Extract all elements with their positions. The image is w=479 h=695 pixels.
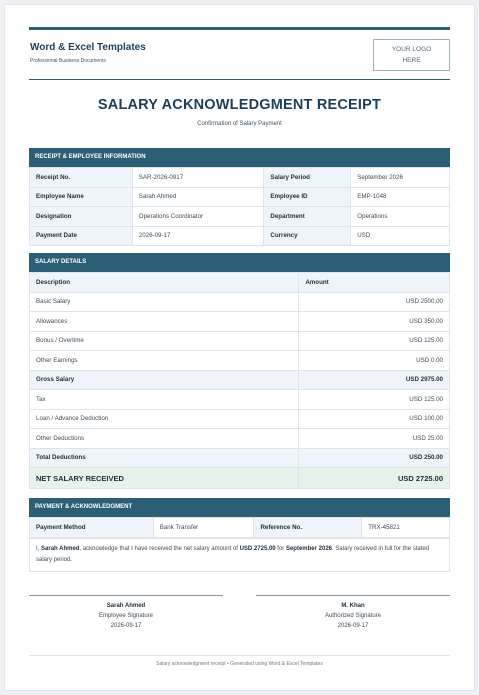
department-label: Department [264, 207, 351, 227]
gross-salary-label: Gross Salary [30, 370, 299, 390]
salary-item-label: Allowances [30, 312, 299, 332]
salary-period-label: Salary Period [264, 168, 351, 188]
total-deductions-label: Total Deductions [30, 448, 299, 468]
payment-method-label: Payment Method [30, 518, 154, 538]
salary-item-label: Basic Salary [30, 292, 299, 312]
payment-date-value: 2026-09-17 [132, 226, 264, 246]
table-row [30, 168, 450, 188]
salary-period-value: September 2026 [351, 168, 450, 188]
salary-item-label: Other Earnings [30, 351, 299, 371]
table-row [30, 187, 450, 207]
info-section-header: RECEIPT & EMPLOYEE INFORMATION [29, 148, 450, 167]
designation-value: Operations Coordinator [132, 207, 264, 227]
gross-salary-row [30, 370, 450, 390]
employee-id-label: Employee ID [264, 187, 351, 207]
signature-line [256, 595, 450, 596]
amount-column-header: Amount [299, 273, 450, 293]
payment-table [29, 517, 450, 538]
employee-name-value: Sarah Ahmed [132, 187, 264, 207]
net-salary-amount: USD 2725.00 [299, 468, 450, 489]
total-deductions-amount: USD 250.00 [299, 448, 450, 468]
salary-item-amount: USD 25.00 [299, 429, 450, 449]
authorized-signature-block [256, 595, 450, 631]
payment-date-label: Payment Date [30, 226, 133, 246]
employee-signature-block [29, 595, 223, 631]
table-row [30, 518, 450, 538]
footer-divider [29, 655, 450, 656]
designation-label: Designation [30, 207, 133, 227]
document-title: SALARY ACKNOWLEDGMENT RECEIPT [97, 97, 382, 113]
ack-text-part: . Salary received in full for the stated salary period. [36, 546, 430, 563]
gross-salary-amount: USD 2975.00 [299, 370, 450, 390]
net-salary-row [30, 468, 450, 489]
employee-name-label: Employee Name [30, 187, 133, 207]
salary-item-label: Bonus / Overtime [30, 331, 299, 351]
employee-signature-name: Sarah Ahmed [106, 603, 146, 609]
salary-item-label: Other Deductions [30, 429, 299, 449]
ack-text-part: I, [36, 546, 42, 552]
footer-text: Salary acknowledgment receipt • Generated using Word & Excel Templates [156, 661, 323, 667]
table-row [30, 331, 450, 351]
authorized-signature-role: Authorized Signature [324, 613, 382, 619]
ack-period: September 2026 [285, 546, 332, 552]
signature-line [29, 595, 223, 596]
reference-no-value: TRX-45821 [362, 518, 450, 538]
brand-subtitle: Professional Business Documents [30, 58, 106, 64]
salary-item-amount: USD 125.00 [299, 331, 450, 351]
salary-item-amount: USD 125.00 [299, 390, 450, 410]
salary-item-label: Loan / Advance Deduction [30, 409, 299, 429]
table-row [30, 226, 450, 246]
salary-item-amount: USD 100.00 [299, 409, 450, 429]
salary-item-amount: USD 0.00 [299, 351, 450, 371]
ack-text-part: for [275, 546, 286, 552]
salary-table [29, 272, 450, 489]
ack-text-part: , acknowledge that I have received the net salary amount of [79, 546, 240, 552]
currency-label: Currency [264, 226, 351, 246]
header-divider [29, 79, 450, 80]
acknowledgment-statement [29, 538, 450, 572]
authorized-signature-date: 2026-09-17 [337, 623, 369, 629]
payment-section-header: PAYMENT & ACKNOWLEDGMENT [29, 498, 450, 517]
net-salary-label: NET SALARY RECEIVED [30, 468, 299, 489]
reference-no-label: Reference No. [254, 518, 362, 538]
salary-item-label: Tax [30, 390, 299, 410]
logo-placeholder: YOUR LOGO HERE [373, 39, 450, 71]
salary-section-header: SALARY DETAILS [29, 253, 450, 272]
table-row [30, 312, 450, 332]
receipt-no-label: Receipt No. [30, 168, 133, 188]
payment-method-value: Bank Transfer [153, 518, 254, 538]
employee-id-value: EMP-1048 [351, 187, 450, 207]
brand-title: Word & Excel Templates [30, 42, 146, 53]
table-row [30, 207, 450, 227]
table-row [30, 390, 450, 410]
currency-value: USD [351, 226, 450, 246]
top-accent-bar [29, 27, 450, 30]
department-value: Operations [351, 207, 450, 227]
table-row [30, 429, 450, 449]
total-deductions-row [30, 448, 450, 468]
table-row [30, 351, 450, 371]
table-row [30, 292, 450, 312]
salary-item-amount: USD 350.00 [299, 312, 450, 332]
document-subtitle: Confirmation of Salary Payment [197, 121, 282, 127]
ack-employee-name: Sarah Ahmed [41, 546, 80, 552]
receipt-no-value: SAR-2026-0917 [132, 168, 264, 188]
description-column-header: Description [30, 273, 299, 293]
authorized-signature-name: M. Khan [341, 603, 365, 609]
salary-table-header [30, 273, 450, 293]
salary-item-amount: USD 2500.00 [299, 292, 450, 312]
ack-amount: USD 2725.00 [239, 546, 276, 552]
employee-signature-date: 2026-09-17 [110, 623, 142, 629]
table-row [30, 409, 450, 429]
info-table [29, 167, 450, 246]
employee-signature-role: Employee Signature [98, 613, 154, 619]
receipt-page [4, 4, 475, 691]
